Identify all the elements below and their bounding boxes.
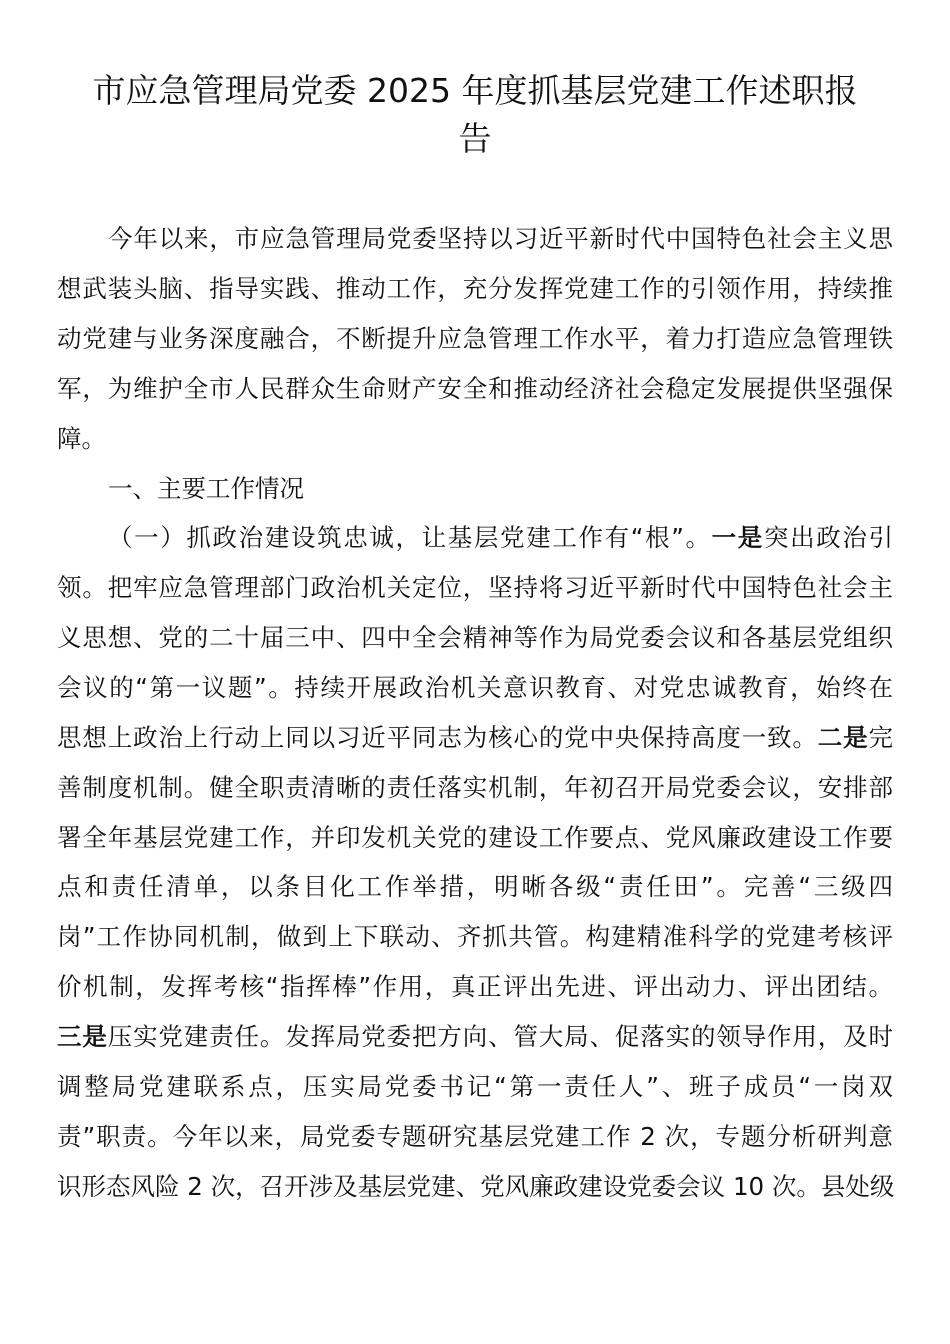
paragraph-line [57, 871, 893, 903]
paragraph-line [57, 1171, 893, 1203]
text: 压实党建责任。发挥局党委把方向、管大局、促落实的领导作用，及时 [107, 1022, 893, 1051]
text: 调整局党建联系点，压实局党委书记“第一责任人”、班子成员“一岗双 [57, 1072, 893, 1101]
text: 突出政治引 [763, 523, 894, 552]
text: 识形态风险 2 次，召开涉及基层党建、党风廉政建设党委会议 10 次。县处级 [57, 1172, 895, 1201]
paragraph-line [57, 772, 893, 804]
paragraph-line [57, 921, 893, 953]
bold-marker: 二是 [817, 723, 869, 752]
bold-marker: 一是 [711, 523, 764, 552]
intro-line: 障。 [57, 424, 106, 453]
paragraph-line [57, 971, 893, 1003]
paragraph-line [108, 522, 893, 554]
text: 完 [868, 723, 893, 752]
text: 会议的“第一议题”。持续开展政治机关意识教育、对党忠诚教育，始终在 [57, 673, 893, 702]
text: 岗”工作协同机制，做到上下联动、齐抓共管。构建精准科学的党建考核评 [57, 922, 893, 951]
intro-line: 想武装头脑、指导实践、推动工作，充分发挥党建工作的引领作用，持续推 [57, 274, 893, 303]
text: 善制度机制。健全职责清晰的责任落实机制，年初召开局党委会议，安排部 [57, 773, 893, 802]
text: 义思想、党的二十届三中、四中全会精神等作为局党委会议和各基层党组织 [57, 623, 893, 652]
document-title-line-2: 告 [458, 119, 492, 158]
paragraph-line [57, 1071, 893, 1103]
text: 署全年基层党建工作，并印发机关党的建设工作要点、党风廉政建设工作要 [57, 823, 893, 852]
paragraph-line [57, 1121, 893, 1153]
text: 领。把牢应急管理部门政治机关定位，坚持将习近平新时代中国特色社会主 [57, 573, 893, 602]
section-heading: 一、主要工作情况 [108, 474, 304, 503]
paragraph-line [57, 572, 893, 604]
paragraph-line [57, 822, 893, 854]
text: 思想上政治上行动上同以习近平同志为核心的党中央保持高度一致。 [57, 723, 818, 752]
bold-marker: 三是 [57, 1022, 108, 1051]
text: 价机制，发挥考核“指挥棒”作用，真正评出先进、评出动力、评出团结。 [57, 972, 893, 1001]
text: 点和责任清单，以条目化工作举措，明晰各级“责任田”。完善“三级四 [57, 872, 893, 901]
paragraph-line [57, 622, 893, 654]
intro-line: 动党建与业务深度融合，不断提升应急管理工作水平，着力打造应急管理铁 [57, 324, 893, 353]
paragraph-line [57, 672, 893, 704]
intro-line: 今年以来，市应急管理局党委坚持以习近平新时代中国特色社会主义思 [108, 224, 893, 253]
text: （一）抓政治建设筑忠诚，让基层党建工作有“根”。 [108, 523, 712, 552]
text: 责”职责。今年以来，局党委专题研究基层党建工作 2 次，专题分析研判意 [57, 1122, 893, 1151]
paragraph-line [57, 722, 893, 754]
paragraph-line [57, 1021, 893, 1053]
document-title-line-1: 市应急管理局党委 2025 年度抓基层党建工作述职报 [92, 71, 858, 110]
intro-line: 军，为维护全市人民群众生命财产安全和推动经济社会稳定发展提供坚强保 [57, 374, 893, 403]
